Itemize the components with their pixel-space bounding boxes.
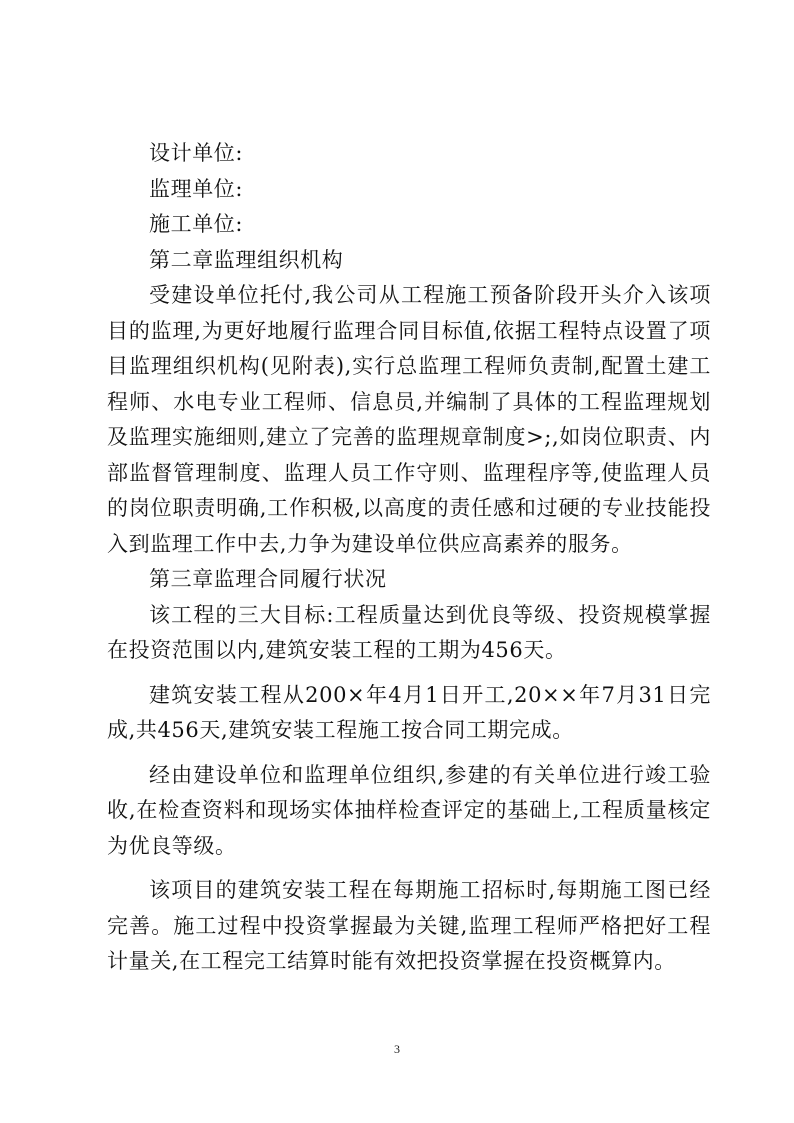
document-body [107, 136, 711, 980]
label-supervision-unit: 监理单位: [149, 176, 244, 201]
page-number: 3 [394, 1042, 400, 1056]
schedule-paragraph: 建筑安装工程从200×年4月1日开工,20××年7月31日完成,共456天,建筑安装工程施工按合同工期完成。 [107, 682, 711, 742]
acceptance-paragraph: 经由建设单位和监理单位组织,参建的有关单位进行竣工验收,在检查资料和现场实体抽样检查评定的基础上,工程质量核定为优良等级。 [107, 762, 711, 858]
label-construction-unit: 施工单位: [149, 212, 244, 236]
label-design-unit: 设计单位: [149, 141, 244, 165]
three-goals-paragraph: 该工程的三大目标:工程质量达到优良等级、投资规模掌握在投资范围以内,建筑安装工程的工期为456天。 [107, 602, 711, 662]
chapter-2-paragraph: 受建设单位托付,我公司从工程施工预备阶段开头介入该项目的监理,为更好地履行监理合同目标值,依据工程特点设置了项目监理组织机构(见附表),实行总监理工程师负责制,配置土建工程师、水电专业工程师、信息员,并编制了具体的工程监理规划及监理实施细则,建立了完善的监理规章制度>;,如岗位职责、内部监督管理制度、监理人员工作守则、监理程序等,使监理人员的岗位职责明确,工作积极,以高度的责任感和过硬的专业技能投入到监理工作中去,力争为建设单位供应高素养的服务。 [107, 283, 711, 556]
investment-paragraph: 该项目的建筑安装工程在每期施工招标时,每期施工图已经完善。施工过程中投资掌握最为关键,监理工程师严格把好工程计量关,在工程完工结算时能有效把投资掌握在投资概算内。 [107, 878, 711, 973]
chapter-2-heading: 第二章监理组织机构 [149, 247, 344, 272]
chapter-3-heading: 第三章监理合同履行状况 [149, 567, 387, 591]
